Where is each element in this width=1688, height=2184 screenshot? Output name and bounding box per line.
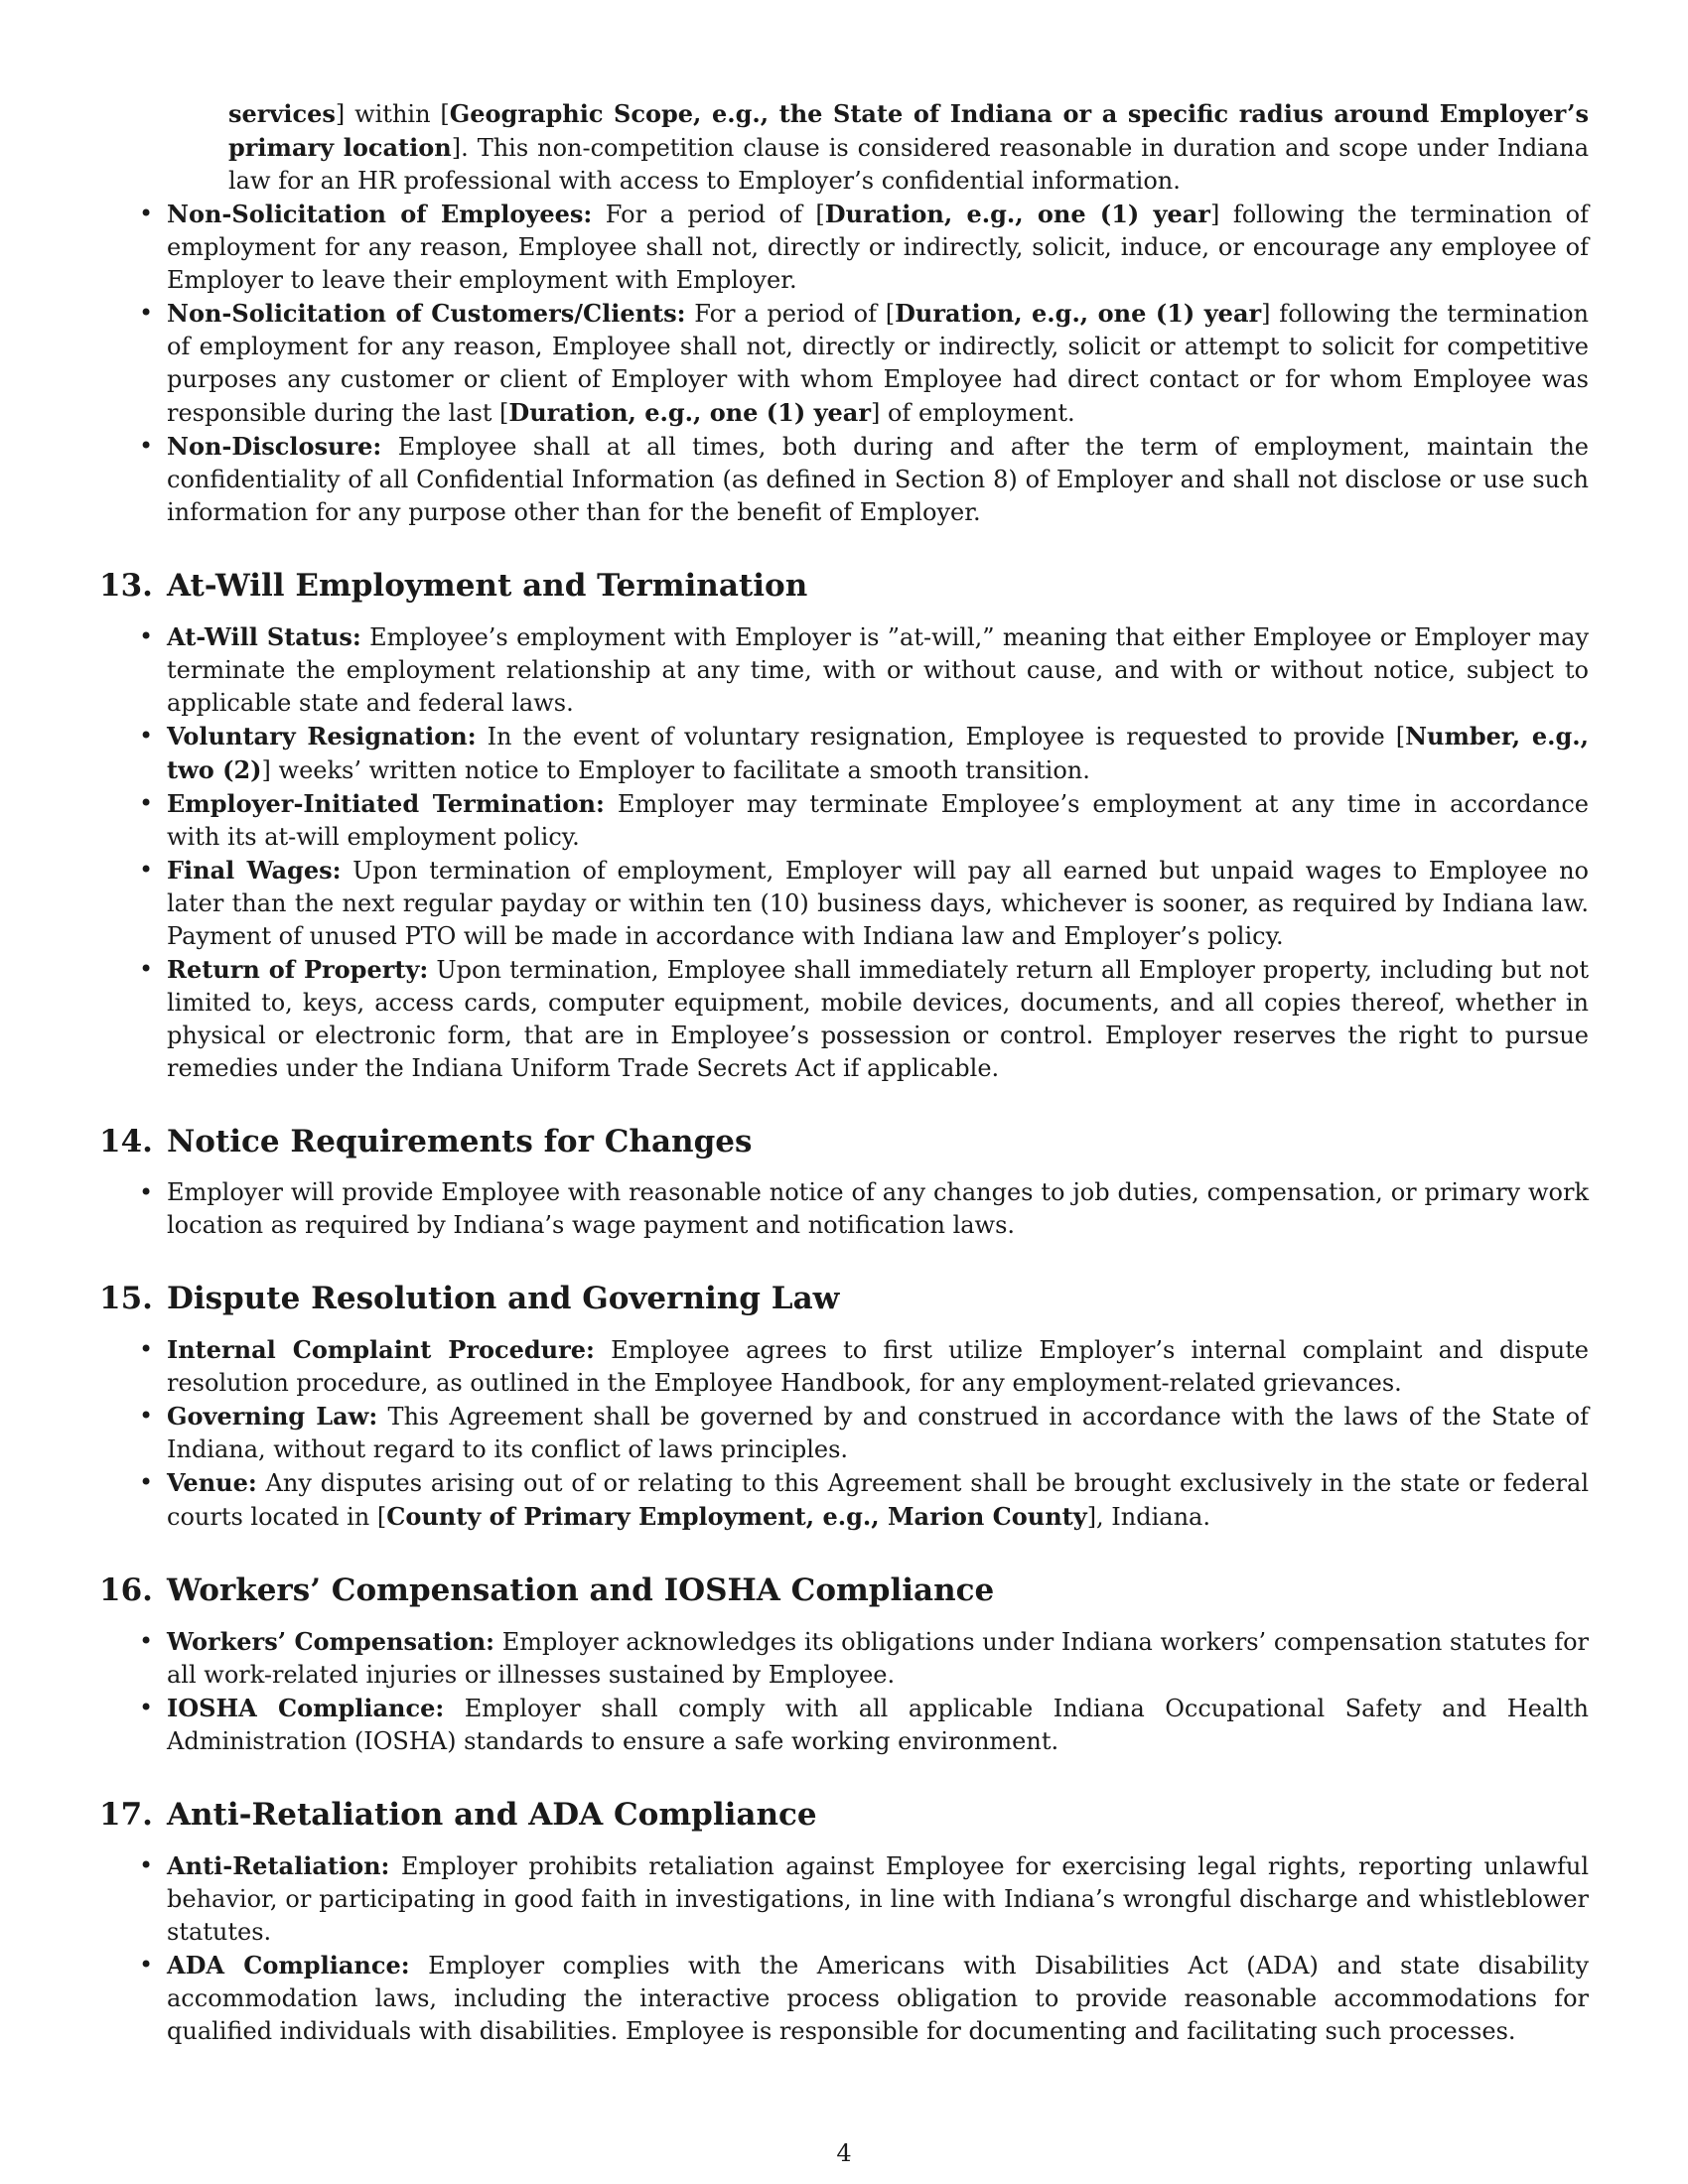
paragraph-text: ] within [ [335,100,450,128]
section-heading [99,1796,1589,1834]
list-item [167,787,1589,854]
item-text: In the event of voluntary resignation, Employee is requested to provide [ [476,723,1406,751]
list-item [167,198,1589,297]
list-item [167,1849,1589,1949]
item-label: Workers’ Compensation: [167,1627,495,1656]
list-item [167,620,1589,720]
item-text: Employer will provide Employee with reasonable notice of any changes to job duties, compensation, or primary work location as required by Indiana’s wage payment and notification laws. [167,1178,1589,1239]
item-label: Non-Solicitation of Employees: [167,200,593,228]
section-14-list [99,1176,1589,1242]
item-text: Any disputes arising out of or relating to this Agreement shall be brought exclusively in the state or federal courts located in [ [167,1469,1589,1531]
list-item [167,1949,1589,2048]
item-label: ADA Compliance: [167,1951,410,1979]
item-text: For a period of [ [592,201,825,228]
section-heading [99,567,1589,605]
item-label: Anti-Retaliation: [167,1851,390,1880]
section-16-list [99,1625,1589,1758]
bold-term: Duration, e.g., one (1) year [824,200,1210,228]
item-label: IOSHA Compliance: [167,1694,445,1722]
section-title: Anti-Retaliation and ADA Compliance [166,1797,817,1833]
list-item [167,720,1589,787]
section-number: 13. [99,568,153,604]
continued-paragraph [99,97,1589,198]
section-title: Workers’ Compensation and IOSHA Compliance [166,1572,995,1608]
section-number: 15. [99,1281,153,1316]
item-text: For a period of [ [685,300,896,328]
section-number: 16. [99,1572,153,1608]
item-text: ] following the termination of employment for any reason, Employee shall not, directly or indirectly, solicit, induce, or encourage any employee of Employer to leave their employment with Employer. [167,201,1590,294]
bold-term: Geographic Scope, e.g., the State of Indiana or a specific radius around Employer’s primary location [228,99,1590,162]
item-text: ] of employment. [870,399,1075,427]
page-number: 4 [836,2139,852,2167]
list-item [167,854,1589,953]
item-text: Employer acknowledges its obligations under Indiana workers’ compensation statutes for all work-related injuries or illnesses sustained by Employee. [167,1628,1589,1689]
item-label: Final Wages: [167,856,342,885]
paragraph-text: ]. This non-competition clause is considered reasonable in duration and scope under Indiana law for an HR professional with access to Employer’s confidential information. [228,134,1589,195]
item-text: ], Indiana. [1086,1503,1210,1531]
section-15-list [99,1333,1589,1534]
bold-term: Duration, e.g., one (1) year [895,299,1262,328]
list-item [167,1400,1589,1466]
section-number: 14. [99,1124,153,1160]
item-text: Employee agrees to first utilize Employer’s internal complaint and dispute resolution procedure, as outlined in the Employee Handbook, for any employment-related grievances. [167,1336,1589,1397]
item-text: Upon termination, Employee shall immediately return all Employer property, including but not limited to, keys, access cards, computer equipment, mobile devices, documents, and all copies thereof, whether in physical or electronic form, that are in Employee’s possession or control. Employer reserves the right to pursue remedies under the Indiana Uniform Trade Secrets Act if applicable. [167,956,1590,1082]
section-heading [99,1123,1589,1160]
item-text: Employee’s employment with Employer is ”at-will,” meaning that either Employee or Employer may terminate the employment relationship at any time, with or without cause, and with or without notice, subject to applicable state and federal laws. [167,623,1590,717]
section-13-list [99,620,1589,1085]
item-label: Non-Solicitation of Customers/Clients: [167,299,686,328]
item-label: Return of Property: [167,955,429,984]
item-label: Venue: [167,1468,257,1497]
list-item [167,1466,1589,1534]
item-text: ] weeks’ written notice to Employer to facilitate a smooth transition. [261,756,1090,784]
list-item [167,953,1589,1085]
bold-term: County of Primary Employment, e.g., Marion County [386,1502,1087,1531]
item-text: Employer complies with the Americans with Disabilities Act (ADA) and state disability accommodation laws, including the interactive process obligation to provide reasonable accommodations for qualified individuals with disabilities. Employee is responsible for documenting and facilitating such processes. [167,1952,1590,2045]
list-item [167,297,1589,430]
restrictive-covenants-list [99,198,1589,529]
item-label: Internal Complaint Procedure: [167,1335,595,1364]
item-label: At-Will Status: [167,622,361,651]
list-item [167,1176,1589,1242]
item-text: This Agreement shall be governed by and construed in accordance with the laws of the State of Indiana, without regard to its conflict of laws principles. [167,1403,1589,1463]
list-item [167,1625,1589,1692]
list-item [167,1692,1589,1758]
item-label: Voluntary Resignation: [167,722,477,751]
item-label: Governing Law: [167,1402,378,1431]
item-text: Employee shall at all times, both during and after the term of employment, maintain the confidentiality of all Confidential Information (as defined in Section 8) of Employer and shall not disclose or use such information for any purpose other than for the benefit of Employer. [167,433,1589,526]
bold-term: Duration, e.g., one (1) year [508,398,871,427]
item-text: Employer prohibits retaliation against Employee for exercising legal rights, reporting unlawful behavior, or participating in good faith in investigations, in line with Indiana’s wrongful discharge and whistleblower statutes. [167,1852,1589,1946]
section-heading [99,1280,1589,1317]
section-heading [99,1571,1589,1609]
section-title: Dispute Resolution and Governing Law [166,1281,840,1316]
item-text: ] following the termination of employment for any reason, Employee shall not, directly or indirectly, solicit or attempt to solicit for competitive purposes any customer or client of Employer with whom Employee had direct contact or for whom Employee was responsible during the last [ [167,300,1589,427]
bold-term: Number, e.g., two (2) [167,722,1590,784]
item-text: Upon termination of employment, Employer will pay all earned but unpaid wages to Employee no later than the next regular payday or within ten (10) business days, whichever is sooner, as required by Indiana law. Payment of unused PTO will be made in accordance with Indiana law and Employer’s policy. [167,857,1590,950]
section-17-list [99,1849,1589,2048]
section-title: At-Will Employment and Termination [166,568,808,604]
item-text: Employer shall comply with all applicable Indiana Occupational Safety and Health Administration (IOSHA) standards to ensure a safe working environment. [167,1695,1589,1755]
document-page [99,97,1589,2048]
list-item [167,1333,1589,1400]
item-label: Employer-Initiated Termination: [167,789,605,818]
bold-term: services [228,99,336,128]
item-label: Non-Disclosure: [167,432,382,461]
list-item [167,430,1589,529]
section-title: Notice Requirements for Changes [166,1124,753,1160]
item-text: Employer may terminate Employee’s employment at any time in accordance with its at-will employment policy. [167,790,1589,851]
section-number: 17. [99,1797,153,1833]
